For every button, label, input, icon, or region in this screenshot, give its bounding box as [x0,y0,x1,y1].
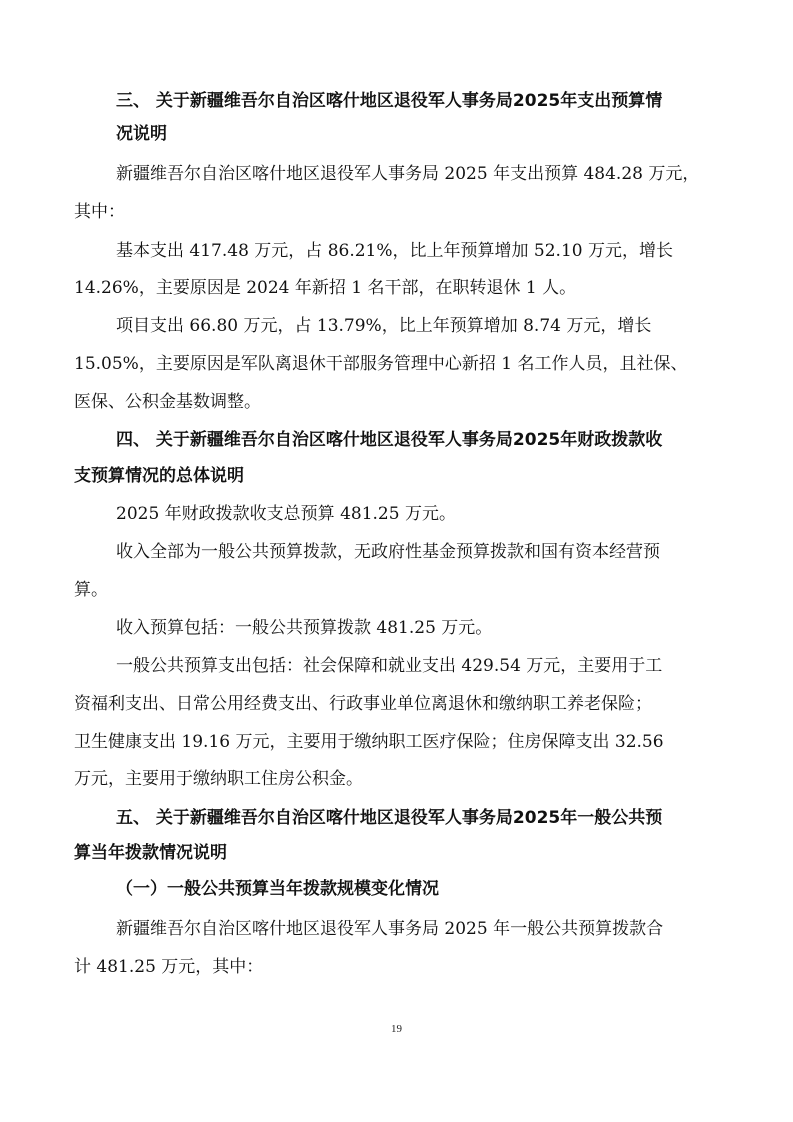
paragraph-text: 医保、公积金基数调整。 [74,392,261,412]
paragraph-text: 一般公共预算支出包括：社会保障和就业支出 429.54 万元，主要用于工 [116,656,663,676]
section-heading-4 [0,425,793,455]
paragraph-line [0,764,793,794]
paragraph-line [0,914,793,944]
paragraph-text: 基本支出 417.48 万元，占 86.21%，比上年预算增加 52.10 万元，增长 [116,241,673,261]
section-heading-5 [0,803,793,833]
paragraph-line [0,537,793,567]
paragraph-line [0,159,793,189]
paragraph-line [0,349,793,379]
paragraph-text: 收入全部为一般公共预算拨款，无政府性基金预算拨款和国有资本经营预 [116,542,660,562]
heading-text: 四、 关于新疆维吾尔自治区喀什地区退役军人事务局2025年财政拨款收 [116,430,663,450]
paragraph-text: 卫生健康支出 19.16 万元，主要用于缴纳职工医疗保险；住房保障支出 32.56 [74,732,664,752]
section-heading-3 [0,86,793,116]
paragraph-line [0,311,793,341]
paragraph-line [0,236,793,266]
section-heading-4-cont [0,461,793,491]
paragraph-text: 2025 年财政拨款收支总预算 481.25 万元。 [116,504,456,524]
paragraph-text: 新疆维吾尔自治区喀什地区退役军人事务局 2025 年支出预算 484.28 万元， [116,164,700,184]
section-heading-5-cont [0,838,793,868]
paragraph-line [0,575,793,605]
heading-text: 算当年拨款情况说明 [74,843,227,863]
paragraph-text: 新疆维吾尔自治区喀什地区退役军人事务局 2025 年一般公共预算拨款合 [116,919,664,939]
paragraph-text: 计 481.25 万元，其中： [74,957,264,977]
heading-text: 支预算情况的总体说明 [74,466,244,486]
paragraph-line [0,952,793,982]
heading-text: 三、 关于新疆维吾尔自治区喀什地区退役军人事务局2025年支出预算情 [116,91,663,111]
paragraph-text: 项目支出 66.80 万元，占 13.79%，比上年预算增加 8.74 万元，增长 [116,316,652,336]
paragraph-line [0,499,793,529]
paragraph-text: 收入预算包括：一般公共预算拨款 481.25 万元。 [116,618,493,638]
paragraph-text: 14.26%，主要原因是 2024 年新招 1 名干部，在职转退休 1 人。 [74,278,577,298]
paragraph-line [0,387,793,417]
paragraph-line [0,273,793,303]
paragraph-line [0,651,793,681]
subsection-heading-1 [0,874,793,904]
paragraph-line [0,613,793,643]
heading-text: 况说明 [116,124,167,144]
paragraph-text: 其中： [74,202,125,222]
paragraph-text: 万元，主要用于缴纳职工住房公积金。 [74,769,363,789]
heading-text: 五、 关于新疆维吾尔自治区喀什地区退役军人事务局2025年一般公共预 [116,808,663,828]
section-heading-3-cont [0,119,793,149]
paragraph-text: 资福利支出、日常公用经费支出、行政事业单位离退休和缴纳职工养老保险； [74,694,652,714]
paragraph-line [0,197,793,227]
heading-text: （一）一般公共预算当年拨款规模变化情况 [116,879,439,899]
paragraph-line [0,727,793,757]
paragraph-text: 算。 [74,580,108,600]
paragraph-text: 15.05%，主要原因是军队离退休干部服务管理中心新招 1 名工作人员，且社保、 [74,354,688,374]
paragraph-line [0,689,793,719]
page-number: 19 [391,1023,402,1035]
